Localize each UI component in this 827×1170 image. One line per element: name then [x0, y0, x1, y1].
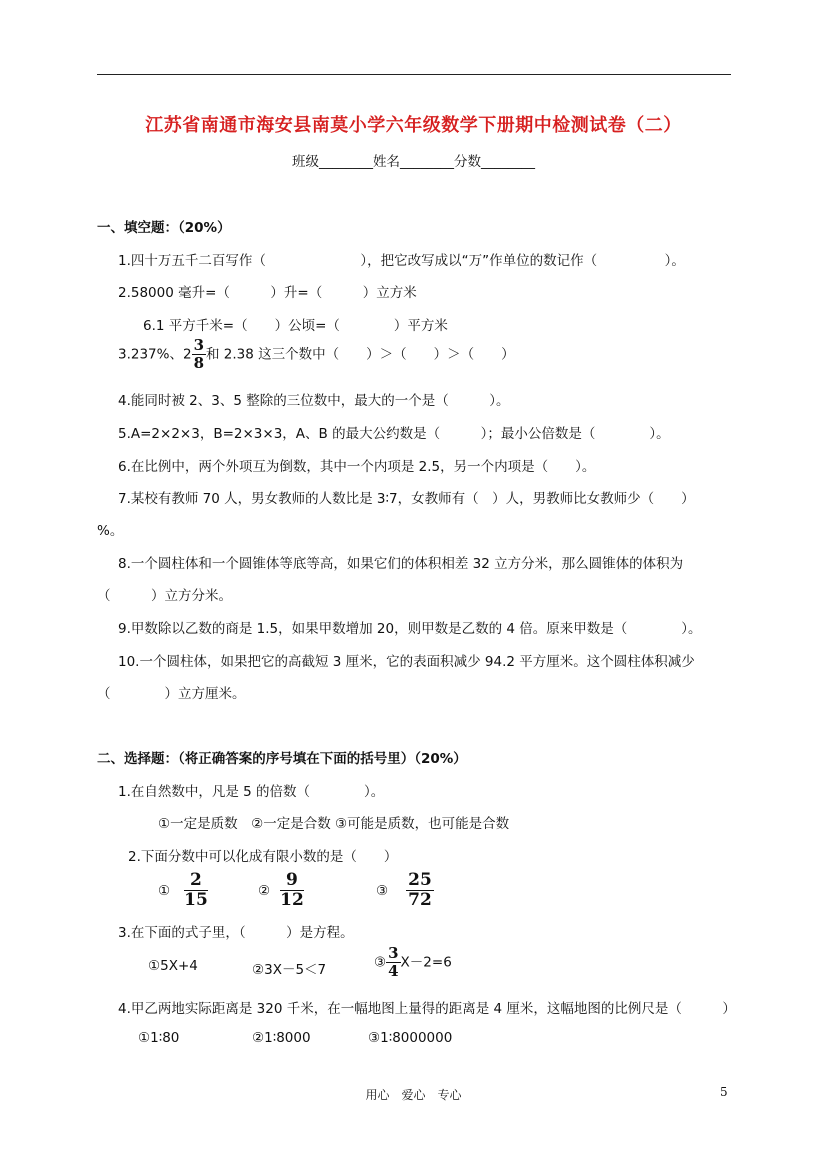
q2-option-2-denominator: 12	[280, 890, 304, 910]
page-number: 5	[720, 1085, 728, 1099]
q2-option-3-numerator: 25	[408, 870, 432, 890]
q3-option-3-fraction	[386, 946, 400, 979]
question-1-6: 6.在比例中，两个外项互为倒数，其中一个内项是 2.5，另一个内项是（ ）。	[118, 459, 596, 475]
q2-option-2-numerator: 9	[280, 872, 304, 891]
section1-heading: 一、填空题：（20%）	[97, 220, 231, 236]
q2-option-3-mark: ③	[376, 882, 389, 899]
q2-option-3	[376, 872, 434, 909]
q3-option-3-rest: X－2=6	[400, 954, 452, 971]
q3-option-2: ②3X－5＜7	[252, 962, 327, 978]
question-1-5: 5.A=2×2×3，B=2×3×3，A、B 的最大公约数是（ ）；最小公倍数是（ ）。	[118, 426, 670, 442]
q3-fraction-numerator: 3	[193, 336, 205, 354]
q3-fraction	[192, 338, 206, 371]
question-1-7b: %。	[97, 523, 124, 539]
question-1-2a: 2.58000 毫升=（ ）升=（ ）立方米	[118, 285, 417, 301]
question-1-4: 4.能同时被 2、3、5 整除的三位数中，最大的一个是（ ）。	[118, 393, 510, 409]
header-rule	[97, 74, 731, 75]
question-1-1: 1.四十万五千二百写作（ ），把它改写成以“万”作单位的数记作（ ）。	[118, 253, 685, 269]
question-1-3	[118, 338, 515, 371]
question-1-9: 9.甲数除以乙数的商是 1.5，如果甲数增加 20，则甲数是乙数的 4 倍。原来甲数是（ ）。	[118, 621, 702, 637]
q2-option-1	[158, 872, 208, 909]
q2-option-2-fraction	[280, 872, 304, 909]
footer-slogan: 用心 爱心 专心	[365, 1088, 462, 1102]
q2-option-3-fraction	[406, 872, 434, 909]
q3-option-1: ①5X+4	[148, 958, 198, 974]
q3-suffix: 和 2.38 这三个数中（ ）＞（ ）＞（ ）	[206, 346, 515, 363]
q2-option-3-denominator: 72	[408, 890, 432, 910]
q4-option-1: ①1∶80	[138, 1030, 180, 1046]
question-2-3: 3.在下面的式子里，（ ）是方程。	[118, 925, 354, 941]
question-1-10a: 10.一个圆柱体，如果把它的高截短 3 厘米，它的表面积减少 94.2 平方厘米。这个圆柱体积减少	[118, 654, 695, 670]
q4-option-3: ③1∶8000000	[368, 1030, 453, 1046]
q3-option-3	[374, 946, 452, 979]
question-2-4: 4.甲乙两地实际距离是 320 千米，在一幅地图上量得的距离是 4 厘米，这幅地图的比例尺是（ ）	[118, 1001, 736, 1017]
question-1-8a: 8.一个圆柱体和一个圆锥体等底等高，如果它们的体积相差 32 立方分米，那么圆锥体的体积为	[118, 556, 684, 572]
q4-option-2: ②1∶8000	[252, 1030, 311, 1046]
q3-option-3-denominator: 4	[388, 962, 399, 980]
q2-option-1-denominator: 15	[184, 890, 208, 910]
q2-option-1-mark: ①	[158, 882, 171, 899]
q2-option-2-mark: ②	[258, 882, 271, 899]
question-2-1-options: ①一定是质数 ②一定是合数 ③可能是质数，也可能是合数	[158, 816, 510, 832]
q3-fraction-denominator: 8	[193, 354, 205, 372]
question-1-7a: 7.某校有教师 70 人，男女教师的人数比是 3∶7，女教师有（ ）人，男教师比女教师少（ ）	[118, 491, 695, 507]
page-title: 江苏省南通市海安县南莫小学六年级数学下册期中检测试卷（二）	[145, 115, 682, 136]
question-2-1: 1.在自然数中，凡是 5 的倍数（ ）。	[118, 784, 385, 800]
q2-option-1-numerator: 2	[184, 872, 208, 891]
question-2-2: 2.下面分数中可以化成有限小数的是（ ）	[128, 849, 398, 865]
q3-prefix: 3.237%、2	[118, 346, 192, 363]
section2-heading: 二、选择题：（将正确答案的序号填在下面的括号里）（20%）	[97, 751, 467, 767]
question-1-2b: 6.1 平方千米=（ ）公顷=（ ）平方米	[143, 318, 448, 334]
question-1-10b: （ ）立方厘米。	[97, 686, 246, 702]
student-info-line: 班级________姓名________分数________	[292, 154, 535, 170]
q2-option-1-fraction	[184, 872, 208, 909]
q3-option-3-mark: ③	[374, 954, 387, 971]
q3-option-3-numerator: 3	[388, 944, 399, 962]
q2-option-2	[258, 872, 304, 909]
question-1-8b: （ ）立方分米。	[97, 588, 232, 604]
